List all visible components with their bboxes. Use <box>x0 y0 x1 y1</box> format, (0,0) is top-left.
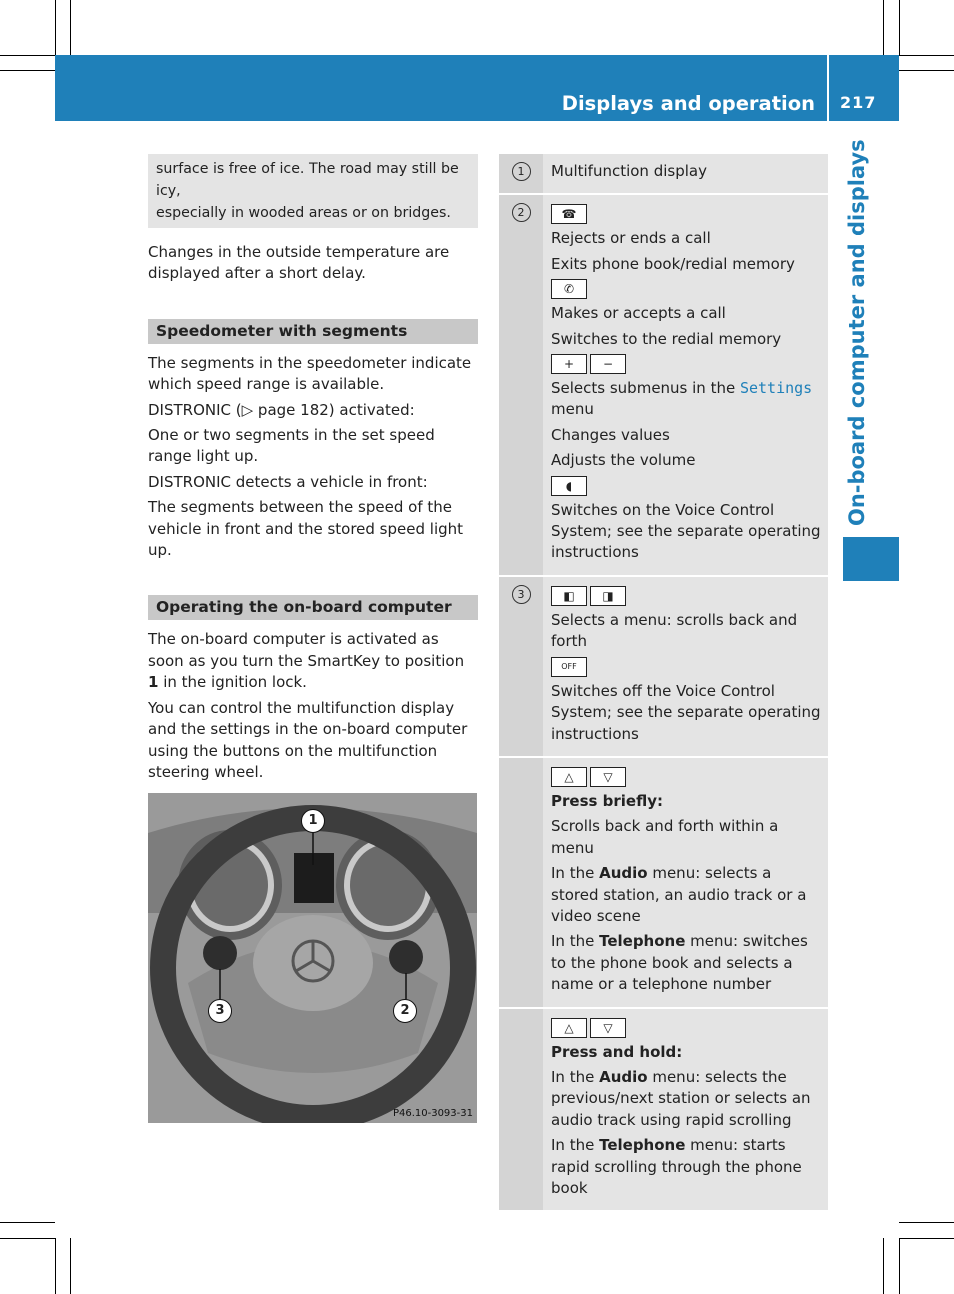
paragraph: The segments in the speedometer indicate which speed range is available. <box>148 353 472 394</box>
crop-mark <box>899 1238 900 1294</box>
steering-wheel-figure <box>148 793 477 1123</box>
row-content: △ ▽ Press and hold: In the Audio menu: selects the previous/next station or selects an audio track using rapid scrolling In the Telephone menu: starts rapid scrolling through the phone book <box>543 1009 828 1211</box>
page-number-box <box>829 55 899 121</box>
row-number: 1 <box>499 154 543 193</box>
crop-mark <box>0 1222 55 1223</box>
page-title: Displays and operation <box>561 92 815 115</box>
crop-mark <box>0 1238 55 1239</box>
callout-3: 3 <box>208 999 232 1023</box>
callout-2: 2 <box>393 999 417 1023</box>
table-row <box>499 154 828 195</box>
paragraph: The segments between the speed of the vehicle in front and the stored speed light up. <box>148 498 464 560</box>
row-number <box>499 758 543 1007</box>
voice-control-key-icon: ◖ <box>551 476 587 496</box>
paragraph: You can control the multifunction display and the settings in the on-board computer using the buttons on the multifunction steering wheel. <box>148 698 468 781</box>
paragraph: The on-board computer is activated as soon as you turn the SmartKey to position 1 in the ignition lock. <box>148 630 465 692</box>
note-line: especially in wooded areas or on bridges. <box>156 205 451 221</box>
crop-mark <box>899 55 954 56</box>
menu-forward-key-icon: ◨ <box>590 586 626 606</box>
crop-mark <box>899 70 954 71</box>
table-row <box>499 758 828 1009</box>
minus-key-icon: − <box>590 354 626 374</box>
crop-mark <box>899 1222 954 1223</box>
crop-mark <box>899 1238 954 1239</box>
menu-back-key-icon: ◧ <box>551 586 587 606</box>
row-number: 3 <box>499 577 543 756</box>
side-section-title: On-board computer and displays <box>845 139 869 526</box>
crop-mark <box>70 1238 71 1294</box>
up-key-icon: △ <box>551 767 587 787</box>
steering-wheel-illustration <box>148 793 477 1123</box>
row-number: 2 <box>499 195 543 574</box>
header-bar <box>55 55 827 121</box>
end-call-key-icon: ☎ <box>551 204 587 224</box>
table-row <box>499 195 828 576</box>
row-content: ◧ ◨ Selects a menu: scrolls back and forth OFF Switches off the Voice Control System; see the separate operating instructions <box>543 577 828 756</box>
paragraph: Changes in the outside temperature are displayed after a short delay. <box>148 243 450 283</box>
crop-mark <box>883 1238 884 1294</box>
section-heading: Operating the on-board computer <box>148 595 478 620</box>
plus-key-icon: + <box>551 354 587 374</box>
row-content: △ ▽ Press briefly: Scrolls back and forth within a menu In the Audio menu: selects a stored station, an audio track or a video scene In the Telephone menu: switches to the phone book and selects a name or a telephone number <box>543 758 828 1007</box>
crop-mark <box>0 55 55 56</box>
note-box <box>148 154 478 228</box>
crop-mark <box>883 0 884 55</box>
crop-mark <box>899 0 900 55</box>
section-heading: Speedometer with segments <box>148 319 478 344</box>
function-table <box>499 154 828 1212</box>
paragraph: One or two segments in the set speed range light up. <box>148 426 435 466</box>
down-key-icon: ▽ <box>590 767 626 787</box>
voice-off-key-icon: OFF <box>551 657 587 677</box>
crop-mark <box>70 0 71 55</box>
table-row <box>499 1009 828 1213</box>
figure-code: P46.10-3093-31 <box>392 1108 473 1120</box>
paragraph: DISTRONIC detects a vehicle in front: <box>148 472 428 491</box>
paragraph: DISTRONIC (▷ page 182) activated: <box>148 400 415 419</box>
crop-mark <box>0 70 55 71</box>
accept-call-key-icon: ✆ <box>551 279 587 299</box>
left-column <box>148 154 478 1123</box>
row-content: Multifunction display <box>551 162 707 180</box>
crop-mark <box>55 0 56 55</box>
up-key-icon: △ <box>551 1018 587 1038</box>
down-key-icon: ▽ <box>590 1018 626 1038</box>
note-line: surface is free of ice. The road may still be icy, <box>156 161 459 199</box>
table-row <box>499 577 828 758</box>
row-content: ☎ Rejects or ends a call Exits phone book/redial memory ✆ Makes or accepts a call Switches to the redial memory + − Selects submenus in the Settings menu Changes values Adjusts the volume ◖ Switches on the Voice Control System; see the separate operating instructions <box>543 195 828 574</box>
page-number: 217 <box>840 93 877 112</box>
callout-1: 1 <box>301 809 325 833</box>
side-tab-marker <box>843 537 899 581</box>
crop-mark <box>55 1238 56 1294</box>
row-number <box>499 1009 543 1211</box>
